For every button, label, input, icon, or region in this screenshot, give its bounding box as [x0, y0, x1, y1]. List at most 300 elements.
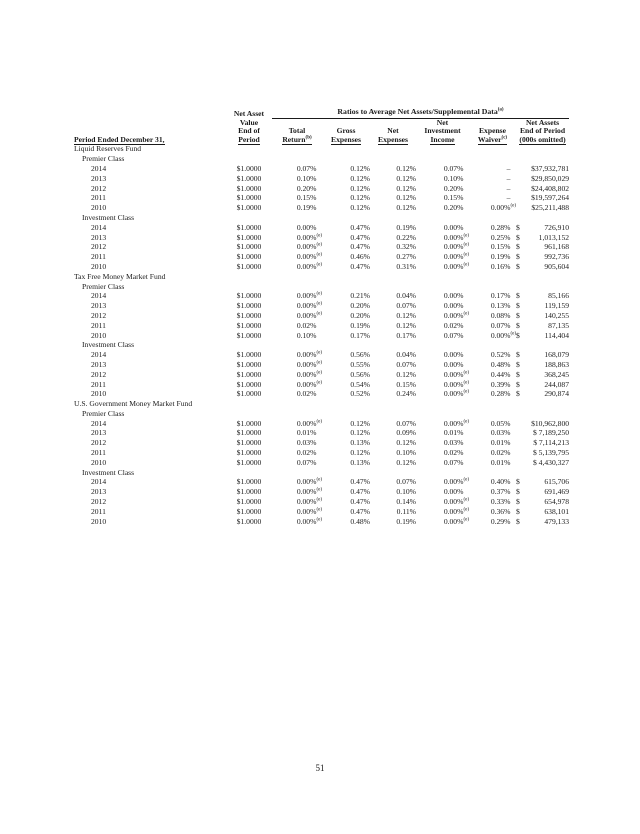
net-investment-income-cell-value: 0.10%: [443, 173, 464, 183]
expense-waiver-cell: [469, 380, 516, 390]
net-expenses-cell: 0.12%: [396, 173, 416, 183]
gross-expenses-cell: 0.47%: [350, 222, 370, 232]
gross-expenses-cell: 0.47%: [350, 232, 370, 242]
table-row: [74, 477, 569, 487]
table-row: [74, 428, 569, 438]
expense-waiver-cell-value: 0.36%: [490, 506, 511, 516]
net-assets-currency-cell: $: [516, 359, 520, 369]
net-assets-cell: 691,469: [544, 487, 570, 497]
net-investment-income-cell-note: (e): [463, 252, 469, 258]
total-return-cell-value: 0.00%: [296, 261, 317, 271]
net-investment-income-cell-note: (e): [463, 507, 469, 513]
total-return-cell: [272, 419, 322, 429]
gross-expenses-cell: 0.47%: [350, 487, 370, 497]
total-return-cell: [272, 262, 322, 272]
expense-waiver-cell: [469, 184, 516, 194]
total-return-cell-value: 0.00%: [296, 291, 317, 301]
net-assets-cell: 961,168: [544, 242, 570, 252]
total-return-cell: [272, 291, 322, 301]
net-expenses-cell: 0.12%: [396, 457, 416, 467]
gross-expenses-cell: 0.12%: [350, 418, 370, 428]
net-investment-income-cell: [416, 438, 469, 448]
net-expenses-cell: 0.12%: [396, 183, 416, 193]
total-return-cell-value: 0.00%: [296, 516, 317, 526]
total-return-cell-value: 0.00%: [296, 418, 317, 428]
total-return-cell-value: 0.00%: [296, 369, 317, 379]
net-expenses-cell: 0.07%: [396, 418, 416, 428]
net-assets-currency-cell: [516, 448, 527, 458]
nav-cell: $1.0000: [236, 291, 262, 301]
net-assets-currency-cell: $: [516, 487, 520, 497]
total-return-cell-value: 0.07%: [296, 163, 317, 173]
net-investment-income-cell-value: 0.07%: [443, 163, 464, 173]
net-investment-income-cell-value: 0.03%: [443, 438, 464, 448]
net-investment-income-cell-value: 0.00%: [443, 418, 464, 428]
year-cell: 2011: [91, 448, 106, 458]
net-investment-income-cell: [416, 301, 469, 311]
header-nav-line-2: Value: [239, 117, 259, 127]
net-investment-income-cell: [416, 428, 469, 438]
net-expenses-cell: 0.22%: [396, 232, 416, 242]
net-investment-income-cell-value: 0.00%: [443, 516, 464, 526]
gross-expenses-cell: 0.47%: [350, 506, 370, 516]
net-investment-income-cell: [416, 174, 469, 184]
gross-expenses-cell: 0.17%: [350, 330, 370, 340]
share-class-name: Premier Class: [82, 281, 125, 291]
expense-waiver-cell: [469, 458, 516, 468]
table-row: [74, 233, 569, 243]
gross-expenses-cell: 0.46%: [350, 252, 370, 262]
net-investment-income-cell: [416, 164, 469, 174]
header-nii-line-3: Income: [430, 134, 455, 144]
year-cell: 2013: [91, 232, 107, 242]
header-period-label: Period Ended December 31,: [74, 134, 165, 144]
total-return-cell-note: (e): [316, 507, 322, 513]
net-assets-cell: 119,159: [544, 301, 570, 311]
header-nav-line-3: End of: [238, 126, 260, 136]
header-net-line-1: Net: [387, 126, 399, 136]
expense-waiver-cell-value: 0.40%: [490, 477, 511, 487]
nav-cell: $1.0000: [236, 487, 262, 497]
gross-expenses-cell: 0.47%: [350, 497, 370, 507]
table-row: [74, 497, 569, 507]
expense-waiver-cell: [469, 477, 516, 487]
table-row: [74, 203, 569, 213]
net-investment-income-cell-value: 0.00%: [443, 359, 464, 369]
net-assets-cell: 368,245: [544, 369, 570, 379]
fund-name: U.S. Government Money Market Fund: [74, 399, 193, 409]
expense-waiver-cell-value: 0.01%: [490, 438, 511, 448]
nav-cell: $1.0000: [236, 497, 262, 507]
gross-expenses-cell: 0.12%: [350, 183, 370, 193]
total-return-cell-note: (e): [316, 252, 322, 258]
total-return-cell: [272, 497, 322, 507]
share-class-heading-row: [74, 409, 569, 419]
total-return-cell-note: (e): [316, 370, 322, 376]
net-investment-income-cell: [416, 291, 469, 301]
table-row: [74, 193, 569, 203]
net-investment-income-cell-note: (e): [463, 477, 469, 483]
net-expenses-cell: 0.04%: [396, 350, 416, 360]
table-row: [74, 507, 569, 517]
expense-waiver-cell-value: 0.15%: [490, 242, 511, 252]
total-return-cell-value: 0.00%: [296, 310, 317, 320]
year-cell: 2014: [91, 291, 107, 301]
total-return-cell-value: 0.00%: [296, 301, 317, 311]
net-expenses-cell: 0.19%: [396, 516, 416, 526]
year-cell: 2012: [91, 369, 107, 379]
header-gross-line-2: Expenses: [331, 134, 361, 144]
total-return-cell: [272, 174, 322, 184]
gross-expenses-cell: 0.20%: [350, 310, 370, 320]
year-cell: 2011: [91, 506, 106, 516]
net-investment-income-cell: [416, 360, 469, 370]
year-cell: 2011: [91, 320, 106, 330]
net-investment-income-cell-note: (e): [463, 419, 469, 425]
share-class-heading-row: [74, 468, 569, 478]
net-assets-currency-cell: $: [516, 232, 520, 242]
net-investment-income-cell-note: (e): [463, 379, 469, 385]
net-assets-currency-cell: $: [516, 261, 520, 271]
net-investment-income-cell-value: 0.15%: [443, 193, 464, 203]
net-assets-cell: 615,706: [544, 477, 570, 487]
expense-waiver-cell: [469, 360, 516, 370]
net-investment-income-cell: [416, 419, 469, 429]
net-investment-income-cell-value: 0.00%: [443, 487, 464, 497]
net-expenses-cell: 0.12%: [396, 310, 416, 320]
expense-waiver-cell: [469, 497, 516, 507]
expense-waiver-cell: [469, 428, 516, 438]
gross-expenses-cell: 0.47%: [350, 477, 370, 487]
expense-waiver-cell-value: –: [506, 173, 511, 183]
total-return-cell-note: (e): [316, 419, 322, 425]
total-return-cell: [272, 507, 322, 517]
nav-cell: $1.0000: [236, 232, 262, 242]
total-return-cell-value: 0.15%: [296, 193, 317, 203]
total-return-cell-note: (e): [316, 233, 322, 239]
table-row: [74, 262, 569, 272]
total-return-cell-value: 0.02%: [296, 448, 317, 458]
net-assets-currency-cell: $: [516, 252, 520, 262]
table-row: [74, 331, 569, 341]
net-investment-income-cell: [416, 252, 469, 262]
table-row: [74, 164, 569, 174]
expense-waiver-cell-value: 0.01%: [490, 457, 511, 467]
net-assets-currency-cell: [516, 174, 527, 184]
expense-waiver-cell-value: –: [506, 183, 511, 193]
net-investment-income-cell-note: (e): [463, 262, 469, 268]
expense-waiver-cell-value: 0.28%: [490, 389, 511, 399]
net-assets-cell: 479,133: [544, 516, 570, 526]
total-return-cell: [272, 477, 322, 487]
net-investment-income-cell: [416, 350, 469, 360]
net-investment-income-cell-value: 0.00%: [443, 350, 464, 360]
net-expenses-cell: 0.15%: [396, 379, 416, 389]
net-expenses-cell: 0.12%: [396, 163, 416, 173]
year-cell: 2012: [91, 438, 107, 448]
expense-waiver-cell-note: (e): [510, 330, 516, 336]
year-cell: 2010: [91, 330, 107, 340]
total-return-cell-value: 0.00%: [296, 232, 317, 242]
header-nav-line-1: Net Asset: [233, 108, 265, 118]
expense-waiver-cell: [469, 203, 516, 213]
total-return-cell-value: 0.02%: [296, 320, 317, 330]
net-investment-income-cell-value: 0.00%: [443, 497, 464, 507]
net-expenses-cell: 0.09%: [396, 428, 416, 438]
fund-name: Tax Free Money Market Fund: [74, 271, 166, 281]
total-return-cell-value: 0.00%: [296, 242, 317, 252]
net-assets-currency-cell: [516, 203, 527, 213]
total-return-cell: [272, 233, 322, 243]
table-row: [74, 291, 569, 301]
net-investment-income-cell-note: (e): [463, 311, 469, 317]
gross-expenses-cell: 0.19%: [350, 320, 370, 330]
total-return-cell-value: 0.00%: [296, 497, 317, 507]
expense-waiver-cell-value: 0.08%: [490, 310, 511, 320]
net-investment-income-cell: [416, 321, 469, 331]
table-row: [74, 517, 569, 527]
expense-waiver-cell: [469, 301, 516, 311]
net-expenses-cell: 0.11%: [396, 506, 416, 516]
nav-cell: $1.0000: [236, 369, 262, 379]
total-return-cell-value: 0.00%: [296, 379, 317, 389]
net-investment-income-cell: [416, 458, 469, 468]
expense-waiver-cell-value: 0.39%: [490, 379, 511, 389]
expense-waiver-cell: [469, 321, 516, 331]
total-return-cell-note: (e): [316, 360, 322, 366]
total-return-cell-value: 0.02%: [296, 389, 317, 399]
year-cell: 2010: [91, 203, 107, 213]
total-return-cell-note: (e): [316, 517, 322, 523]
year-cell: 2013: [91, 487, 107, 497]
expense-waiver-cell: [469, 517, 516, 527]
gross-expenses-cell: 0.48%: [350, 516, 370, 526]
net-assets-currency-cell: $: [516, 497, 520, 507]
expense-waiver-cell-value: 0.13%: [490, 301, 511, 311]
header-waiver-line-1: Expense: [478, 126, 506, 136]
year-cell: 2010: [91, 261, 107, 271]
year-cell: 2013: [91, 428, 107, 438]
financial-highlights-table: [74, 108, 569, 526]
net-investment-income-cell-value: 0.00%: [443, 222, 464, 232]
expense-waiver-cell-value: 0.05%: [490, 418, 511, 428]
year-cell: 2012: [91, 183, 107, 193]
nav-cell: $1.0000: [236, 242, 262, 252]
net-assets-currency-cell: $: [516, 389, 520, 399]
expense-waiver-cell: [469, 448, 516, 458]
expense-waiver-cell: [469, 164, 516, 174]
table-row: [74, 311, 569, 321]
header-ratios-span: [272, 108, 569, 118]
expense-waiver-cell-value: 0.28%: [490, 222, 511, 232]
net-investment-income-cell-value: 0.07%: [443, 457, 464, 467]
expense-waiver-cell-value: 0.29%: [490, 516, 511, 526]
nav-cell: $1.0000: [236, 359, 262, 369]
nav-cell: $1.0000: [236, 173, 262, 183]
page-number: 51: [315, 763, 325, 773]
net-investment-income-cell: [416, 507, 469, 517]
year-cell: 2010: [91, 516, 107, 526]
header-nii-line-1: Net: [436, 117, 449, 127]
nav-cell: $1.0000: [236, 506, 262, 516]
net-assets-currency-cell: [516, 458, 527, 468]
year-cell: 2011: [91, 379, 106, 389]
table-row: [74, 301, 569, 311]
nav-cell: $1.0000: [236, 203, 262, 213]
net-expenses-cell: 0.12%: [396, 320, 416, 330]
total-return-cell-value: 0.07%: [296, 457, 317, 467]
net-investment-income-cell-value: 0.00%: [443, 252, 464, 262]
nav-cell: $1.0000: [236, 389, 262, 399]
total-return-cell-value: 0.01%: [296, 428, 317, 438]
net-assets-currency-cell: $: [516, 379, 520, 389]
total-return-cell: [272, 331, 322, 341]
total-return-cell: [272, 193, 322, 203]
net-investment-income-cell: [416, 203, 469, 213]
net-assets-cell: $37,932,781: [531, 163, 570, 173]
gross-expenses-cell: 0.12%: [350, 448, 370, 458]
table-row: [74, 389, 569, 399]
table-row: [74, 419, 569, 429]
expense-waiver-cell: [469, 389, 516, 399]
total-return-cell: [272, 438, 322, 448]
expense-waiver-cell-value: 0.17%: [490, 291, 511, 301]
net-investment-income-cell-value: 0.02%: [443, 448, 464, 458]
nav-cell: $1.0000: [236, 438, 262, 448]
table-row: [74, 174, 569, 184]
expense-waiver-cell-value: 0.03%: [490, 428, 511, 438]
net-expenses-cell: 0.12%: [396, 203, 416, 213]
net-investment-income-cell: [416, 448, 469, 458]
net-assets-cell: $10,962,800: [531, 418, 570, 428]
expense-waiver-cell-value: 0.33%: [490, 497, 511, 507]
net-investment-income-cell: [416, 262, 469, 272]
header-ratios-note: (a): [497, 107, 504, 113]
net-assets-currency-cell: $: [516, 320, 520, 330]
net-assets-cell: $ 4,430,327: [532, 457, 570, 467]
net-assets-cell: 905,604: [544, 261, 570, 271]
gross-expenses-cell: 0.12%: [350, 203, 370, 213]
year-cell: 2010: [91, 389, 107, 399]
total-return-cell-note: (e): [316, 301, 322, 307]
table-row: [74, 252, 569, 262]
net-expenses-cell: 0.12%: [396, 193, 416, 203]
header-net-assets-line-1: Net Assets: [525, 117, 560, 127]
net-investment-income-cell: [416, 242, 469, 252]
net-investment-income-cell-value: 0.00%: [443, 379, 464, 389]
expense-waiver-cell-value: –: [506, 163, 511, 173]
table-row: [74, 370, 569, 380]
gross-expenses-cell: 0.20%: [350, 301, 370, 311]
net-investment-income-cell-value: 0.00%: [443, 310, 464, 320]
net-expenses-cell: 0.19%: [396, 222, 416, 232]
net-expenses-cell: 0.24%: [396, 389, 416, 399]
net-assets-cell: $ 5,139,795: [532, 448, 570, 458]
nav-cell: $1.0000: [236, 457, 262, 467]
share-class-heading-row: [74, 340, 569, 350]
total-return-cell-note: (e): [316, 350, 322, 356]
total-return-cell-value: 0.10%: [296, 173, 317, 183]
net-investment-income-cell-note: (e): [463, 242, 469, 248]
total-return-cell-value: 0.03%: [296, 438, 317, 448]
net-assets-currency-cell: [516, 184, 527, 194]
net-assets-currency-cell: $: [516, 350, 520, 360]
nav-cell: $1.0000: [236, 222, 262, 232]
net-assets-cell: 85,166: [548, 291, 570, 301]
total-return-cell: [272, 517, 322, 527]
share-class-name: Premier Class: [82, 154, 125, 164]
net-investment-income-cell-value: 0.00%: [443, 291, 464, 301]
net-assets-currency-cell: [516, 438, 527, 448]
fund-heading-row: [74, 144, 569, 154]
header-net-line-2: Expenses: [378, 134, 408, 144]
total-return-cell-note: (e): [316, 379, 322, 385]
table-row: [74, 223, 569, 233]
net-investment-income-cell-value: 0.00%: [443, 506, 464, 516]
expense-waiver-cell-value: 0.02%: [490, 448, 511, 458]
net-expenses-cell: 0.12%: [396, 438, 416, 448]
total-return-cell-note: (e): [316, 311, 322, 317]
net-investment-income-cell: [416, 193, 469, 203]
total-return-cell: [272, 350, 322, 360]
net-investment-income-cell: [416, 477, 469, 487]
net-investment-income-cell-note: (e): [463, 233, 469, 239]
net-assets-cell: $ 7,114,213: [533, 438, 570, 448]
header-nii-line-2: Investment: [424, 126, 461, 136]
net-assets-cell: $29,850,029: [531, 173, 570, 183]
year-cell: 2014: [91, 477, 107, 487]
net-assets-currency-cell: $: [516, 310, 520, 320]
share-class-name: Investment Class: [82, 340, 135, 350]
net-expenses-cell: 0.27%: [396, 252, 416, 262]
expense-waiver-cell: [469, 419, 516, 429]
expense-waiver-cell-value: 0.37%: [490, 487, 511, 497]
net-investment-income-cell-value: 0.20%: [443, 183, 464, 193]
gross-expenses-cell: 0.56%: [350, 350, 370, 360]
expense-waiver-cell: [469, 291, 516, 301]
expense-waiver-cell: [469, 242, 516, 252]
year-cell: 2014: [91, 222, 107, 232]
gross-expenses-cell: 0.12%: [350, 193, 370, 203]
expense-waiver-cell-value: 0.00%: [490, 330, 511, 340]
table-row: [74, 184, 569, 194]
net-expenses-cell: 0.17%: [396, 330, 416, 340]
expense-waiver-cell-value: 0.25%: [490, 232, 511, 242]
gross-expenses-cell: 0.55%: [350, 359, 370, 369]
total-return-cell: [272, 360, 322, 370]
net-assets-cell: 87,135: [548, 320, 570, 330]
nav-cell: $1.0000: [236, 310, 262, 320]
net-investment-income-cell-value: 0.00%: [443, 477, 464, 487]
gross-expenses-cell: 0.52%: [350, 389, 370, 399]
net-assets-cell: 638,101: [544, 506, 570, 516]
total-return-cell: [272, 252, 322, 262]
year-cell: 2014: [91, 163, 107, 173]
nav-cell: $1.0000: [236, 379, 262, 389]
total-return-cell: [272, 311, 322, 321]
header-gross-line-1: Gross: [336, 126, 356, 136]
nav-cell: $1.0000: [236, 252, 262, 262]
net-assets-cell: $25,211,488: [531, 203, 570, 213]
net-investment-income-cell-value: 0.00%: [443, 232, 464, 242]
net-assets-currency-cell: $: [516, 477, 520, 487]
expense-waiver-cell-value: 0.52%: [490, 350, 511, 360]
gross-expenses-cell: 0.56%: [350, 369, 370, 379]
total-return-cell: [272, 321, 322, 331]
net-assets-cell: 188,863: [544, 359, 570, 369]
nav-cell: $1.0000: [236, 448, 262, 458]
table-row: [74, 242, 569, 252]
